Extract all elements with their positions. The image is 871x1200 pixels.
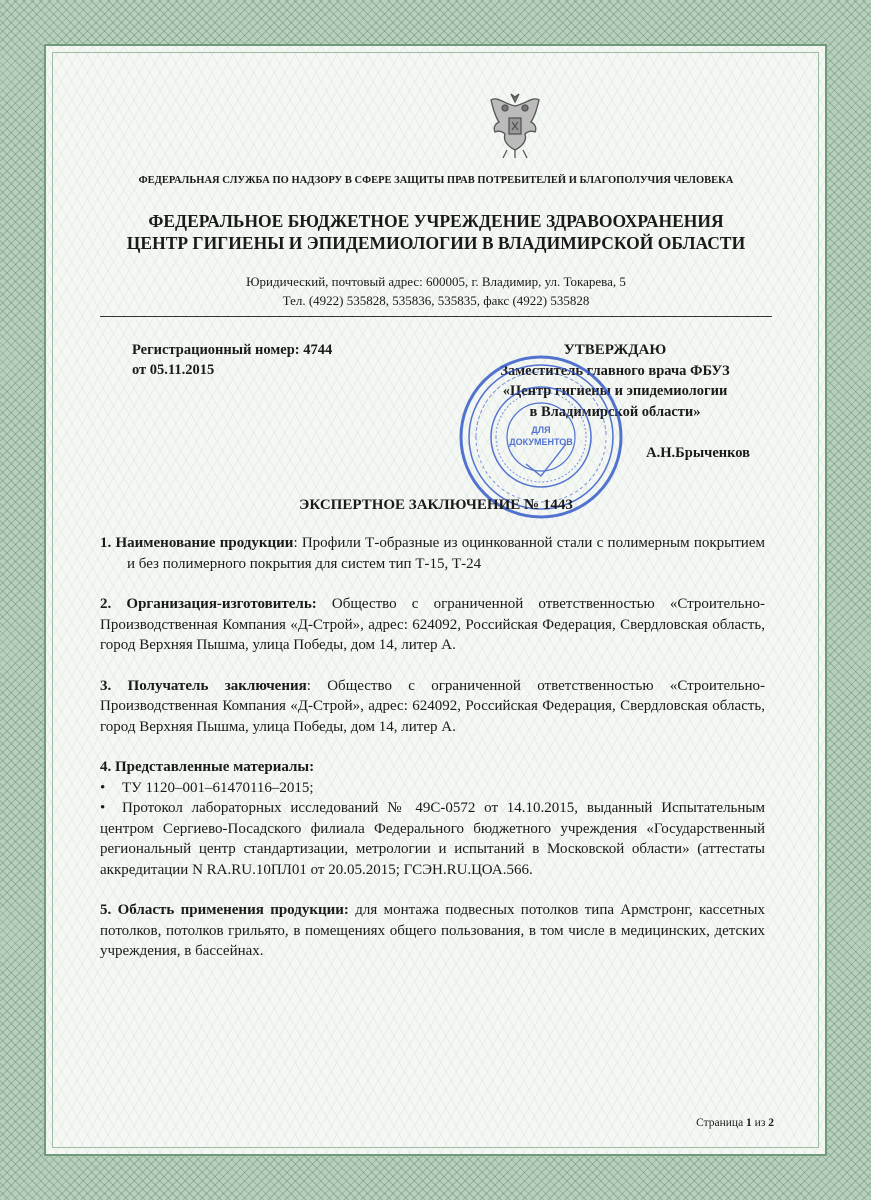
registration-number: Регистрационный номер: 4744 — [132, 342, 333, 358]
section-manufacturer — [100, 594, 765, 656]
section-application-area — [100, 900, 765, 962]
page-prefix: Страница — [696, 1117, 747, 1129]
section-4-label: 4. Представленные материалы: — [100, 759, 315, 775]
list-item — [100, 778, 765, 799]
section-3-text: : Общество с ограниченной ответственностью «Строительно-Производственная Компания «Д-Строй», адрес: 624092, Российская Федерация, Свердловская область, город Верхняя Пышма, улица Победы, дом 14, литер А. — [100, 677, 766, 735]
institution-name — [100, 210, 772, 254]
section-3-label: 3. Получатель заключения — [100, 677, 307, 694]
page-number — [664, 1117, 774, 1129]
section-5-label: 5. Область применения продукции: — [100, 902, 349, 918]
document-body — [100, 533, 765, 982]
approval-line-3: в Владимирской области» — [529, 403, 701, 420]
registration-date: от 05.11.2015 — [132, 362, 215, 378]
address-line-2: Тел. (4922) 535828, 535836, 535835, факс (4922) 535828 — [282, 293, 590, 308]
page-total: 2 — [768, 1117, 774, 1129]
section-2-text: Общество с ограниченной ответственностью «Строительно-Производственная Компания «Д-Строй», адрес: 624092, Российская Федерация, Свердловская область, город Верхняя Пышма, улица Победы, дом 14, литер А. — [100, 596, 766, 653]
header-divider — [100, 316, 772, 317]
page-mid: из — [751, 1117, 769, 1129]
document-title: ЭКСПЕРТНОЕ ЗАКЛЮЧЕНИЕ № 1443 — [299, 497, 573, 513]
stamp-text-1: ДЛЯ — [531, 425, 551, 435]
section-5-text: для монтажа подвесных потолков типа Армстронг, кассетных потолков, потолков грильято, в помещениях общего пользования, в том числе в медицинских, детских учреждения, в бассейнах. — [100, 902, 765, 959]
institution-line-1: ФЕДЕРАЛЬНОЕ БЮДЖЕТНОЕ УЧРЕЖДЕНИЕ ЗДРАВООХРАНЕНИЯ — [148, 211, 724, 231]
approval-line-2: «Центр гигиены и эпидемиологии — [502, 383, 728, 399]
approval-line-1: Заместитель главного врача ФБУЗ — [500, 362, 730, 379]
section-product-name — [100, 533, 765, 574]
approval-signature: А.Н.Брыченков — [646, 445, 750, 461]
stamp-text-2: ДОКУМЕНТОВ — [509, 437, 573, 447]
bullet-icon: • — [100, 779, 106, 796]
address-line-1: Юридический, почтовый адрес: 600005, г. Владимир, ул. Токарева, 5 — [246, 274, 626, 289]
agency-name: ФЕДЕРАЛЬНАЯ СЛУЖБА ПО НАДЗОРУ В СФЕРЕ ЗАЩИТЫ ПРАВ ПОТРЕБИТЕЛЕЙ И БЛАГОПОЛУЧИЯ ЧЕЛОВЕКА — [138, 175, 734, 186]
section-1-text: : Профили Т-образные из оцинкованной стали с полимерным покрытием и без полимерного покрытия для систем тип Т-15, Т-24 — [127, 535, 765, 572]
section-materials — [100, 757, 765, 880]
list-item — [100, 798, 765, 880]
approval-title: УТВЕРЖДАЮ — [563, 342, 667, 358]
section-recipient — [100, 676, 765, 738]
section-4-bullet-2: Протокол лабораторных исследований № 49С-0572 от 14.10.2015, выданный Испытательным центром Сергиево-Посадского филиала Федерального бюджетного учреждения «Государственный региональный центр стандартизации, метрологии и испытаний в Московской области» (аттестаты аккредитации N RA.RU.10ПЛ01 от 20.05.2015; ГСЭН.RU.ЦОА.566. — [100, 800, 765, 878]
section-2-label: 2. Организация-изготовитель: — [100, 596, 317, 612]
registration-block — [132, 340, 332, 380]
bullet-icon: • — [100, 800, 106, 816]
institution-address — [100, 272, 772, 310]
section-1-label: 1. Наименование продукции — [100, 535, 294, 551]
section-4-bullet-1: ТУ 1120–001–61470116–2015; — [122, 779, 314, 796]
double-headed-eagle-icon — [485, 88, 545, 160]
page-current: 1 — [746, 1117, 752, 1129]
document-content — [100, 0, 772, 1200]
institution-line-2: ЦЕНТР ГИГИЕНЫ И ЭПИДЕМИОЛОГИИ В ВЛАДИМИРСКОЙ ОБЛАСТИ — [126, 233, 746, 253]
